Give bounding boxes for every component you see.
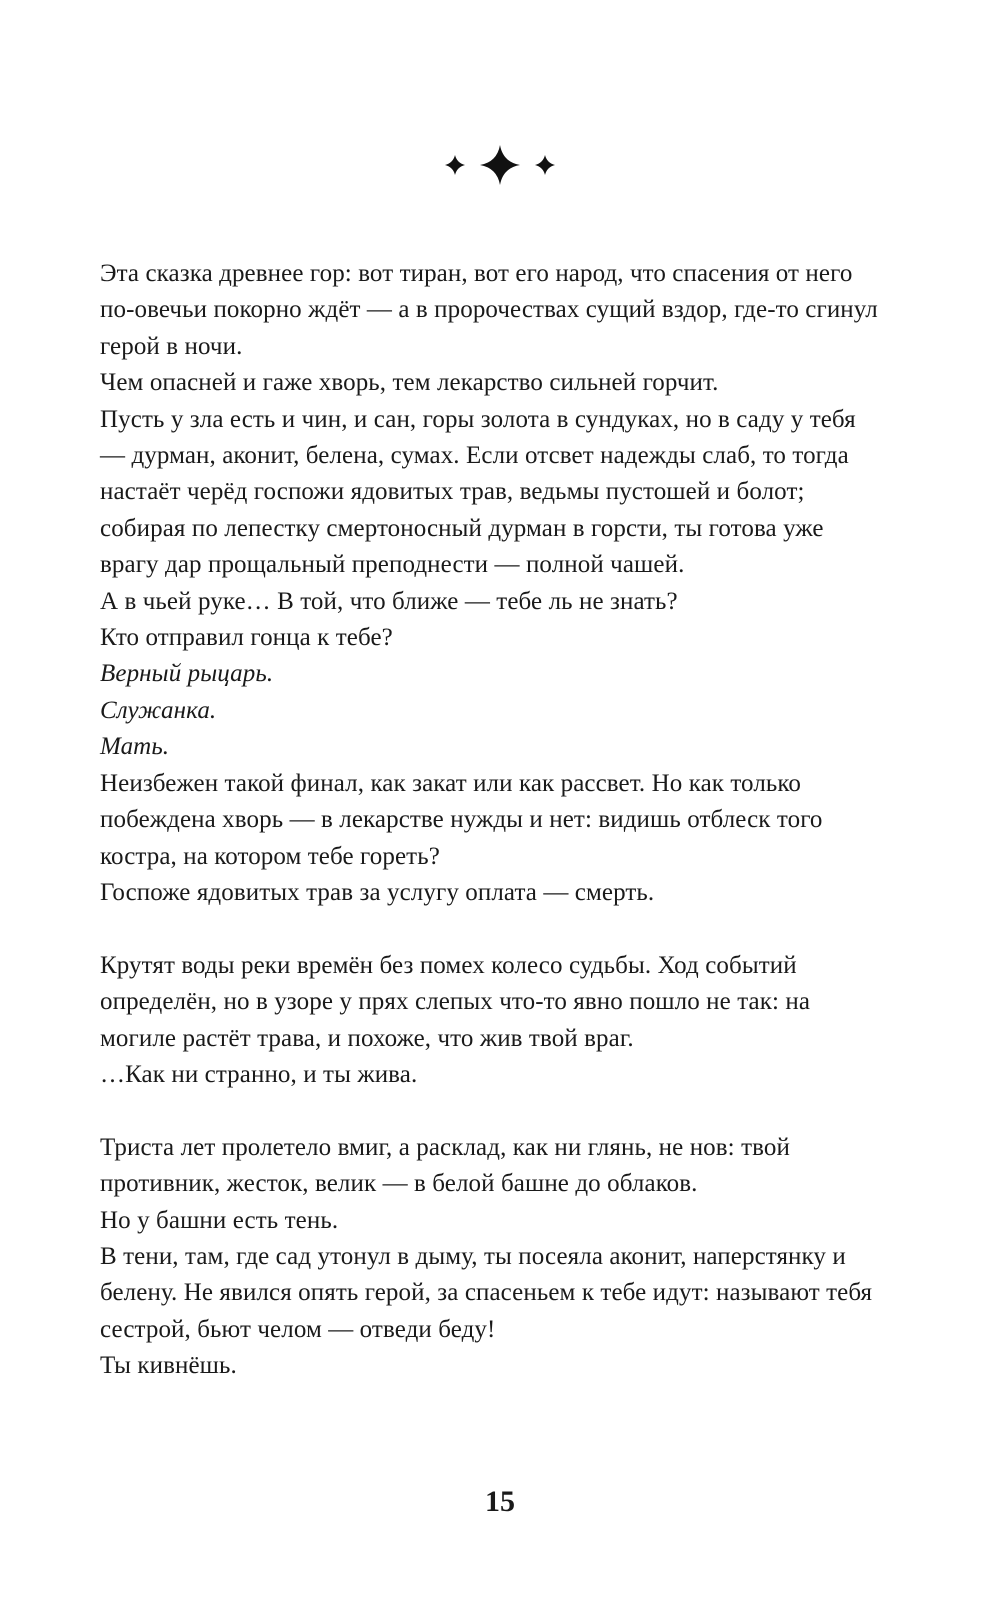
- text-paragraph: А в чьей руке… В той, что ближе — тебе ль не знать?: [100, 587, 678, 615]
- text-paragraph: Госпоже ядовитых трав за услугу оплата — смерть.: [100, 878, 655, 906]
- text-paragraph: Мать.: [100, 733, 170, 761]
- text-paragraph: Крутят воды реки времён без помех колесо судьбы. Ход событий определён, но в узоре у прях слепых что-то явно пошло не так: на могиле растёт трава, и похоже, что жив твой враг.: [100, 951, 811, 1052]
- small-star-right-icon: [535, 155, 555, 175]
- stanza-break: [100, 911, 880, 947]
- text-paragraph: …Как ни странно, и ты жива.: [100, 1060, 418, 1088]
- text-paragraph: Неизбежен такой финал, как закат или как рассвет. Но как только побеждена хворь — в лекарстве нужды и нет: видишь отблеск того костра, на котором тебе гореть?: [100, 769, 823, 870]
- large-star-center-icon: [480, 145, 520, 185]
- poem-text: [100, 256, 880, 1385]
- text-paragraph: Верный рыцарь.: [100, 660, 274, 688]
- stanza-break: [100, 1093, 880, 1129]
- text-paragraph: Пусть у зла есть и чин, и сан, горы золота в сундуках, но в саду у тебя — дурман, аконит, белена, сумах. Если отсвет надежды слаб, то тогда настаёт черёд госпожи ядовитых трав, ведьмы пустошей и болот; собирая по лепестку смертоносный дурман в горсти, ты готова уже врагу дар прощальный преподнести — полной чашей.: [100, 405, 856, 579]
- text-paragraph: Эта сказка древнее гор: вот тиран, вот его народ, что спасения от него по-овечьи покорно ждёт — а в пророчествах сущий вздор, где-то сгинул герой в ночи.: [100, 260, 878, 360]
- section-ornament: [0, 140, 1000, 190]
- text-paragraph: Триста лет пролетело вмиг, а расклад, как ни глянь, не нов: твой противник, жесток, велик — в белой башне до облаков.: [100, 1133, 790, 1198]
- page-number: 15: [485, 1485, 515, 1518]
- small-star-left-icon: [445, 155, 465, 175]
- three-stars-icon: [435, 140, 565, 190]
- text-paragraph: Служанка.: [100, 696, 217, 724]
- text-paragraph: Но у башни есть тень.: [100, 1206, 339, 1234]
- text-paragraph: Чем опасней и гаже хворь, тем лекарство сильней горчит.: [100, 369, 719, 397]
- text-paragraph: Кто отправил гонца к тебе?: [100, 624, 393, 652]
- text-paragraph: В тени, там, где сад утонул в дыму, ты посеяла аконит, наперстянку и белену. Не явился опять герой, за спасеньем к тебе идут: называют тебя сестрой, бьют челом — отведи беду!: [100, 1242, 873, 1343]
- text-paragraph: Ты кивнёшь.: [100, 1352, 237, 1380]
